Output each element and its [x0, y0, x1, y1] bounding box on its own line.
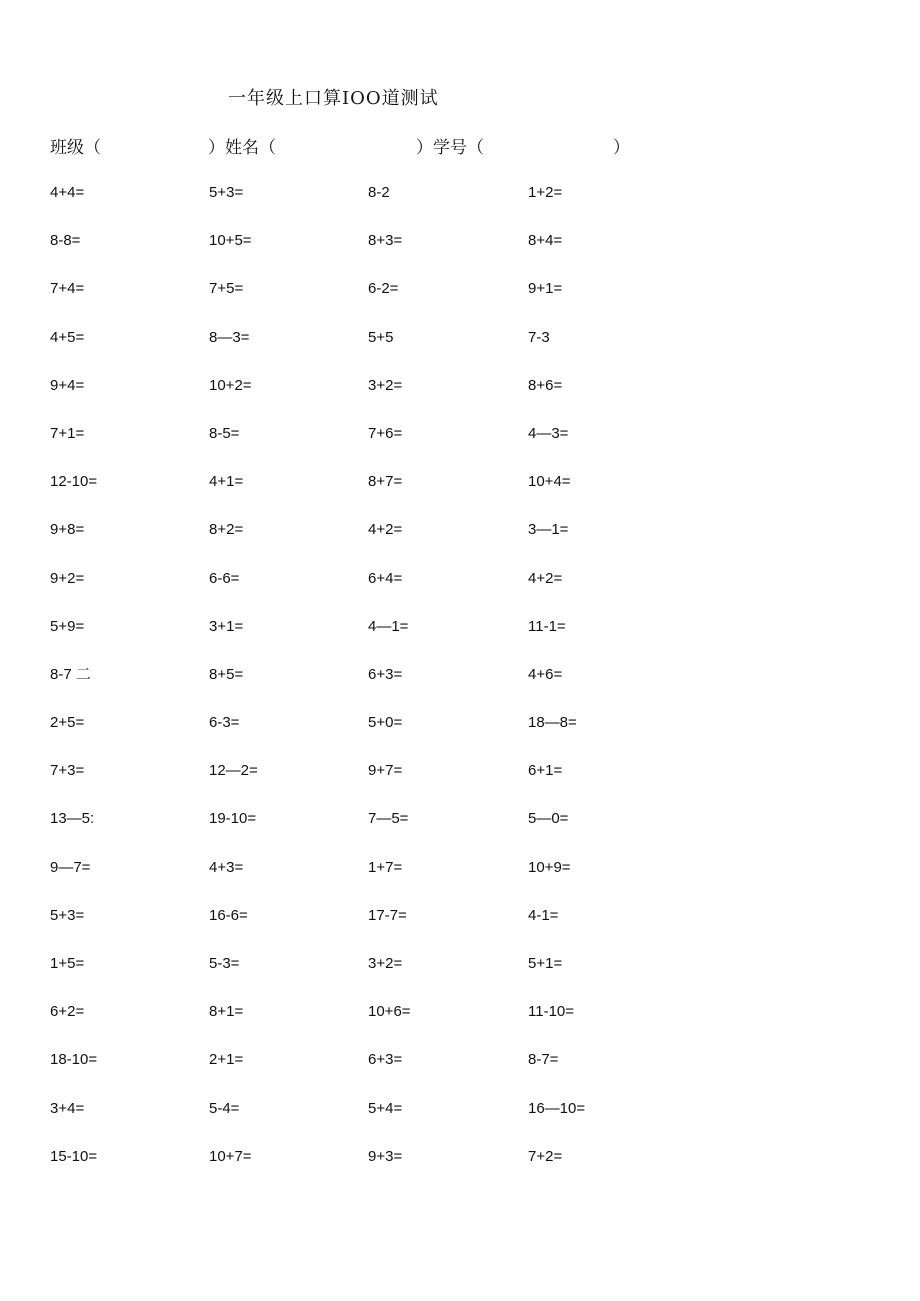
math-problem: 3+2=	[368, 955, 403, 972]
problem-row	[50, 324, 690, 372]
math-problem: 8+5=	[209, 665, 244, 683]
math-problem: 10+9=	[528, 858, 571, 876]
math-problem: 6-3=	[209, 714, 240, 732]
problem-row	[50, 227, 690, 275]
worksheet-title: 一年级上口算IOO道测试	[228, 88, 439, 109]
math-problem: 11-1=	[528, 617, 566, 635]
math-problem: 2+5=	[50, 714, 85, 732]
math-problem: 3+4=	[50, 1099, 85, 1117]
math-problem: 8+6=	[528, 376, 563, 394]
math-problem: 6+1=	[528, 762, 563, 780]
problem-row	[50, 950, 690, 998]
math-problem: 5+3=	[50, 906, 85, 924]
problem-row	[50, 565, 690, 613]
problem-row	[50, 902, 690, 950]
problem-row	[50, 1095, 690, 1143]
math-problem: 8—3=	[209, 328, 250, 346]
student-id-close-paren: ）	[613, 138, 630, 158]
problem-row	[50, 998, 690, 1046]
problem-row	[50, 275, 690, 323]
math-problem: 3+2=	[368, 376, 403, 394]
problem-row	[50, 179, 690, 227]
math-problem: 7+4=	[50, 280, 85, 298]
math-problem: 10+5=	[209, 232, 252, 250]
math-problem: 3+1=	[209, 617, 244, 635]
math-problem: 5+3=	[209, 184, 244, 201]
math-problem: 8-2	[368, 184, 390, 201]
math-problem: 7+3=	[50, 762, 85, 780]
math-problem: 12-10=	[50, 473, 98, 491]
math-problem: 10+7=	[209, 1147, 252, 1165]
math-problem: 17-7=	[368, 906, 407, 924]
math-problem: 1+5=	[50, 955, 85, 972]
math-problem: 18—8=	[528, 714, 577, 732]
student-id-label: ）学号（	[416, 138, 484, 158]
math-problem: 4+6=	[528, 665, 563, 683]
math-problem: 8-7=	[528, 1051, 559, 1069]
math-problem: 13—5:	[50, 810, 95, 828]
math-problem: 6+4=	[368, 569, 403, 587]
math-problem: 8+3=	[368, 232, 403, 250]
math-problem: 8-7 二	[50, 665, 91, 683]
math-problem: 7—5=	[368, 810, 409, 828]
math-problem: 3—1=	[528, 521, 569, 539]
problem-row	[50, 613, 690, 661]
math-problem: 5—0=	[528, 810, 569, 828]
math-problem: 9+2=	[50, 569, 85, 587]
math-problem: 6-6=	[209, 569, 240, 587]
math-problem: 8-8=	[50, 232, 81, 250]
math-problem: 5+9=	[50, 617, 85, 635]
math-problem: 9—7=	[50, 858, 91, 876]
math-problem: 9+8=	[50, 521, 85, 539]
math-problem: 4+2=	[368, 521, 403, 539]
math-problem: 15-10=	[50, 1147, 98, 1165]
math-problem: 4+2=	[528, 569, 563, 587]
math-problem: 5+5	[368, 328, 394, 346]
math-problem: 7+1=	[50, 424, 85, 442]
math-problem: 6+3=	[368, 1051, 403, 1069]
math-problem: 8+4=	[528, 232, 563, 250]
math-problem: 8-5=	[209, 424, 240, 442]
math-problem: 7+2=	[528, 1147, 563, 1165]
math-problem: 4-1=	[528, 906, 559, 924]
problem-row	[50, 805, 690, 853]
math-problem: 7+6=	[368, 424, 403, 442]
problem-row	[50, 854, 690, 902]
problem-row	[50, 757, 690, 805]
math-problem: 16-6=	[209, 906, 248, 924]
math-problem: 1+2=	[528, 184, 563, 201]
math-problem: 10+6=	[368, 1003, 411, 1021]
name-label: ）姓名（	[208, 138, 276, 158]
math-problem: 5-4=	[209, 1099, 240, 1117]
math-problem: 12—2=	[209, 762, 258, 780]
class-label: 班级（	[50, 138, 101, 158]
problem-row	[50, 709, 690, 757]
problem-row	[50, 420, 690, 468]
math-problem: 7+5=	[209, 280, 244, 298]
math-problem: 5+4=	[368, 1099, 403, 1117]
problem-row	[50, 468, 690, 516]
math-problem: 9+4=	[50, 376, 85, 394]
math-problem: 7-3	[528, 328, 550, 346]
math-problem: 9+1=	[528, 280, 563, 298]
math-problem: 5-3=	[209, 955, 240, 972]
problem-row	[50, 516, 690, 564]
math-problem: 4—1=	[368, 617, 409, 635]
math-problem: 9+3=	[368, 1147, 403, 1165]
problem-row	[50, 661, 690, 709]
problem-row	[50, 372, 690, 420]
math-problem: 9+7=	[368, 762, 403, 780]
math-problem: 8+1=	[209, 1003, 244, 1021]
math-problem: 5+0=	[368, 714, 403, 732]
math-problem: 11-10=	[528, 1003, 575, 1021]
math-problem: 4—3=	[528, 424, 569, 442]
problem-grid	[50, 179, 690, 1191]
math-problem: 6+3=	[368, 665, 403, 683]
math-problem: 5+1=	[528, 955, 563, 972]
problem-row	[50, 1143, 690, 1191]
math-problem: 19-10=	[209, 810, 257, 828]
math-problem: 4+3=	[209, 858, 244, 876]
math-problem: 8+2=	[209, 521, 244, 539]
math-problem: 6+2=	[50, 1003, 85, 1021]
math-problem: 4+5=	[50, 328, 85, 346]
math-problem: 2+1=	[209, 1051, 244, 1069]
math-problem: 18-10=	[50, 1051, 98, 1069]
math-problem: 10+4=	[528, 473, 571, 491]
math-problem: 4+4=	[50, 184, 85, 201]
math-problem: 8+7=	[368, 473, 403, 491]
problem-row	[50, 1046, 690, 1094]
math-problem: 10+2=	[209, 376, 252, 394]
student-info-line	[50, 133, 650, 159]
math-problem: 16—10=	[528, 1099, 586, 1117]
math-problem: 6-2=	[368, 280, 399, 298]
math-problem: 1+7=	[368, 858, 403, 876]
math-problem: 4+1=	[209, 473, 244, 491]
